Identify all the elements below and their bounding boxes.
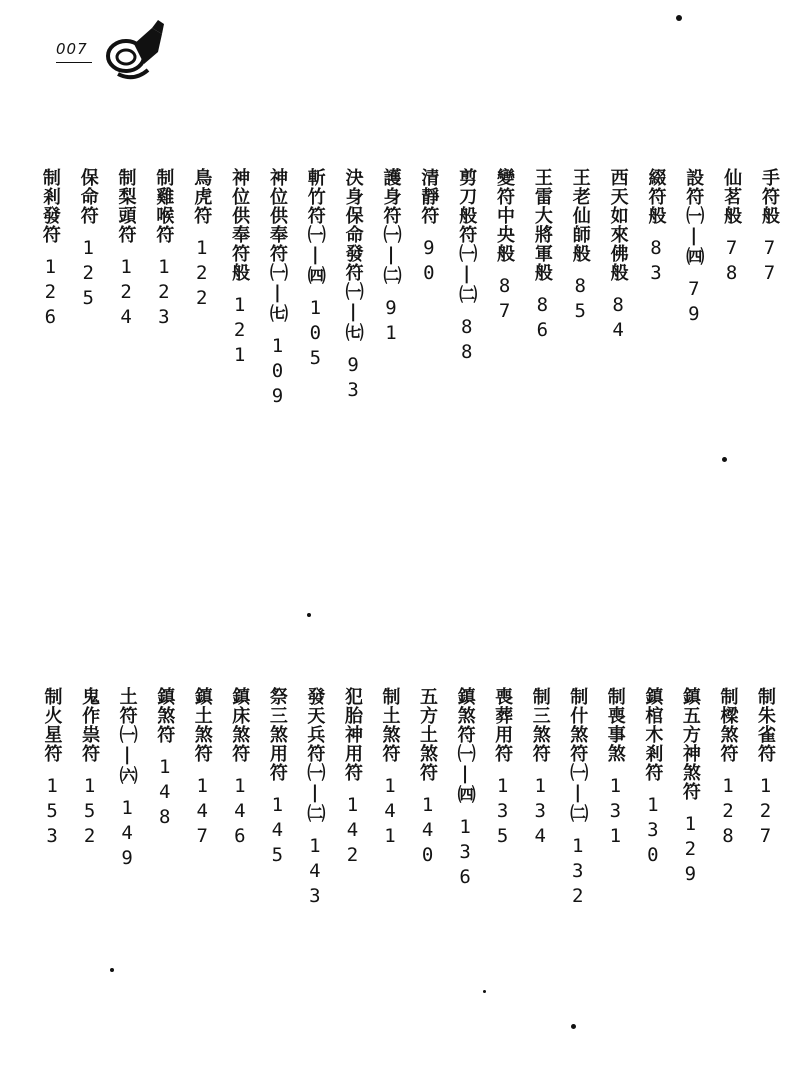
entry-page-number: 149	[116, 797, 139, 872]
entry-title: 制樑煞符	[717, 687, 739, 763]
entry-title: 五方土煞符	[417, 687, 439, 782]
toc-entry	[529, 168, 555, 344]
entry-title: 祭三煞用符	[266, 687, 288, 782]
entry-page-number: 88	[455, 316, 478, 366]
entry-title: 清靜符	[418, 168, 440, 225]
toc-entry	[114, 687, 140, 872]
toc-entry	[76, 687, 102, 850]
toc-entry	[677, 687, 703, 888]
entry-title: 西天如來佛般	[607, 168, 629, 282]
entry-title: 制什煞符㈠|㈡	[567, 687, 589, 823]
toc-entry	[113, 168, 139, 331]
entry-page-number: 121	[228, 294, 251, 369]
toc-entry	[340, 168, 366, 404]
toc-entry	[415, 168, 441, 287]
entry-title: 制火星符	[41, 687, 63, 763]
entry-title: 鳥虎符	[191, 168, 213, 225]
entry-title: 王雷大將軍般	[531, 168, 553, 282]
entry-page-number: 146	[228, 775, 251, 850]
page-number: 007	[56, 40, 88, 58]
entry-title: 仙茗般	[721, 168, 743, 225]
entry-page-number: 87	[493, 275, 516, 325]
entry-title: 制三煞符	[529, 687, 551, 763]
toc-entry	[377, 687, 403, 850]
toc-entry	[642, 168, 668, 287]
entry-page-number: 125	[77, 237, 100, 312]
entry-page-number: 131	[604, 775, 627, 850]
entry-title: 變符中央般	[494, 168, 516, 263]
entry-title: 制朱雀符	[755, 687, 776, 763]
entry-page-number: 147	[191, 775, 214, 850]
entry-title: 制喪事煞	[604, 687, 626, 763]
entry-page-number: 136	[454, 816, 477, 891]
entry-title: 制雞喉符	[153, 168, 175, 244]
speck	[110, 968, 114, 972]
entry-title: 制梨頭符	[115, 168, 137, 244]
speck	[307, 613, 311, 617]
entry-page-number: 124	[115, 256, 138, 331]
entry-page-number: 105	[304, 297, 327, 372]
toc-entry	[264, 687, 290, 869]
toc-entry	[414, 687, 440, 869]
entry-page-number: 142	[341, 794, 364, 869]
toc-entry	[452, 687, 478, 891]
entry-title: 喪葬用符	[492, 687, 514, 763]
entry-title: 鎮床煞符	[229, 687, 251, 763]
toc-entry	[639, 687, 665, 869]
entry-page-number: 122	[190, 237, 213, 312]
toc-entry	[527, 687, 553, 850]
entry-page-number: 148	[153, 756, 176, 831]
entry-title: 手符般	[759, 168, 780, 225]
entry-page-number: 153	[41, 775, 64, 850]
bell-icon	[100, 16, 170, 82]
toc-entry	[39, 687, 65, 850]
entry-title: 發天兵符㈠|㈡	[304, 687, 326, 823]
toc-entry	[301, 687, 327, 910]
entry-title: 制剎發符	[39, 168, 61, 244]
speck	[571, 1024, 576, 1029]
entry-title: 鎮棺木剎符	[642, 687, 664, 782]
toc-entry	[714, 687, 740, 850]
entry-page-number: 152	[78, 775, 101, 850]
entry-page-number: 140	[416, 794, 439, 869]
toc-entry	[718, 168, 744, 287]
entry-title: 制土煞符	[379, 687, 401, 763]
toc-entry	[339, 687, 365, 869]
entry-page-number: 134	[529, 775, 552, 850]
entry-title: 護身符㈠|㈡	[380, 168, 402, 285]
toc-entry	[378, 168, 404, 347]
toc-entry	[756, 168, 782, 287]
entry-title: 剪刀般符㈠|㈡	[456, 168, 478, 304]
entry-page-number: 145	[266, 794, 289, 869]
page-number-underline	[56, 62, 92, 63]
entry-page-number: 83	[644, 237, 667, 287]
entry-page-number: 78	[720, 237, 743, 287]
entry-page-number: 130	[641, 794, 664, 869]
entry-page-number: 143	[303, 835, 326, 910]
entry-page-number: 91	[380, 297, 402, 347]
entry-page-number: 93	[342, 354, 365, 404]
entry-page-number: 132	[566, 835, 589, 910]
entry-page-number: 85	[569, 275, 592, 325]
toc-entry	[605, 168, 631, 344]
entry-title: 綴符般	[645, 168, 667, 225]
toc-entry	[602, 687, 628, 850]
entry-page-number: 90	[417, 237, 440, 287]
entry-page-number: 123	[152, 256, 175, 331]
entry-title: 設符㈠|㈣	[683, 168, 705, 266]
entry-page-number: 127	[754, 775, 777, 850]
toc-entry	[453, 168, 479, 366]
entry-page-number: 86	[531, 294, 554, 344]
entry-title: 鎮土煞符	[191, 687, 213, 763]
toc-entry	[226, 687, 252, 850]
entry-title: 土符㈠|㈥	[116, 687, 138, 785]
entry-page-number: 79	[682, 278, 705, 328]
entry-title: 鎮煞符㈠|㈣	[454, 687, 476, 804]
toc-entry	[752, 687, 778, 850]
toc-entry	[564, 687, 590, 910]
entry-title: 犯胎神用符	[341, 687, 363, 782]
entry-title: 鎮煞符	[154, 687, 176, 744]
entry-title: 保命符	[77, 168, 99, 225]
speck	[483, 990, 486, 993]
entry-title: 決身保命發符㈠|㈦	[342, 168, 364, 342]
toc-entry	[188, 168, 214, 312]
entry-title: 鬼作祟符	[79, 687, 101, 763]
entry-title: 王老仙師般	[569, 168, 591, 263]
toc-entry	[264, 168, 290, 410]
speck	[676, 15, 682, 21]
entry-page-number: 84	[607, 294, 630, 344]
entry-page-number: 109	[266, 335, 289, 410]
toc-entry	[75, 168, 101, 312]
speck	[722, 457, 727, 462]
toc-entry	[567, 168, 593, 325]
toc-entry	[491, 168, 517, 325]
entry-title: 斬竹符㈠|㈣	[304, 168, 326, 285]
toc-entry	[680, 168, 706, 328]
entry-page-number: 126	[39, 256, 62, 331]
toc-entry	[226, 168, 252, 369]
toc-entry	[151, 687, 177, 831]
entry-title: 神位供奉符㈠|㈦	[266, 168, 288, 323]
toc-entry	[37, 168, 63, 331]
entry-page-number: 77	[758, 237, 781, 287]
toc-entry	[189, 687, 215, 850]
toc-entry	[302, 168, 328, 372]
toc-entry	[150, 168, 176, 331]
toc-entry	[489, 687, 515, 850]
entry-title: 鎮五方神煞符	[679, 687, 701, 801]
entry-page-number: 128	[716, 775, 739, 850]
entry-page-number: 141	[379, 775, 401, 850]
entry-title: 神位供奉符般	[229, 168, 251, 282]
entry-page-number: 129	[679, 813, 702, 888]
entry-page-number: 135	[491, 775, 514, 850]
